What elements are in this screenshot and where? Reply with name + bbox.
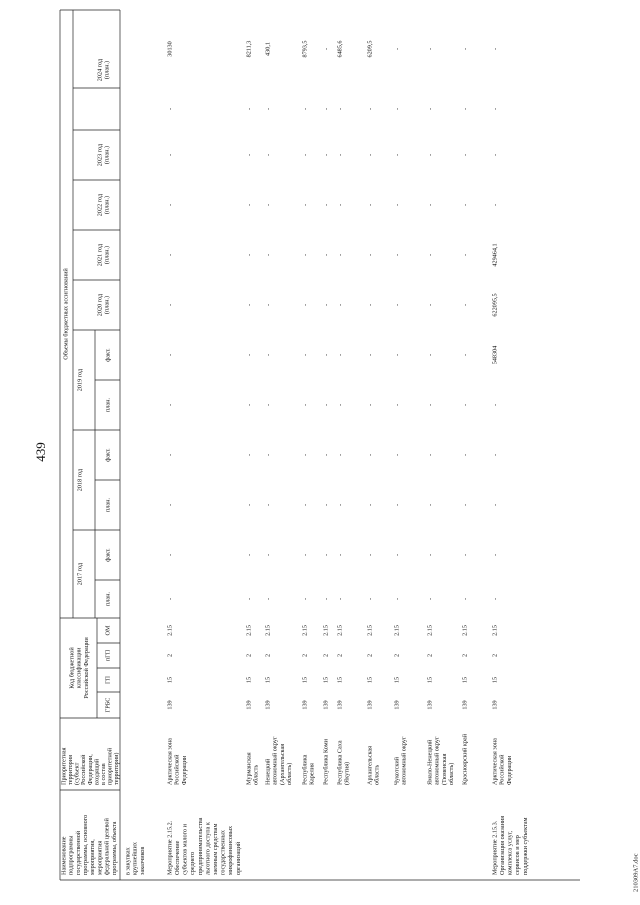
header-year-2019: 2019 год	[76, 368, 84, 392]
row-value-cell: -	[461, 597, 469, 601]
row-value-cell: -	[461, 503, 469, 507]
row-territory: область	[373, 764, 381, 785]
row-value-cell: -	[245, 453, 253, 457]
row-value-cell: -	[461, 107, 469, 111]
row-name: субъектов малого и	[181, 824, 189, 875]
row-value-cell: -	[336, 503, 344, 507]
row-value-cell: -	[245, 597, 253, 601]
row-name: Мероприятие 2.15.3.	[491, 820, 499, 875]
row-name: Мероприятие 2.15.2.	[166, 820, 174, 875]
row-value-cell: -	[245, 503, 253, 507]
header-territory-column: в состав	[100, 763, 108, 785]
row-value-cell: -	[301, 553, 309, 557]
row-value-cell: -	[491, 553, 499, 557]
header-name-column: государственной	[74, 830, 82, 875]
header-name-column: Наименование	[60, 836, 68, 875]
row-territory: Республика	[301, 754, 309, 785]
row-value-cell: -	[322, 453, 330, 457]
row-kbk-cell: 2.15	[366, 625, 374, 636]
row-value-cell: -	[393, 203, 401, 207]
row-kbk-cell: 15	[245, 676, 253, 684]
row-name: поддержки субъектам	[521, 817, 529, 875]
row-value-cell: 8793,5	[301, 40, 309, 58]
row-value-cell: -	[166, 597, 174, 601]
row-value-cell: -	[322, 253, 330, 257]
row-value-cell: -	[336, 553, 344, 557]
header-kbk-group: Код бюджетной	[68, 647, 76, 689]
row-value-cell: -	[245, 203, 253, 207]
row-territory: Российской	[498, 754, 506, 785]
row-value-cell: -	[301, 353, 309, 357]
header-territory-column: территории)	[113, 752, 121, 785]
row-value-cell: -	[264, 107, 272, 111]
continuation-text: крупнейших	[131, 842, 139, 875]
header-territory-column: входящий	[93, 758, 101, 785]
row-value-cell: 6485,6	[336, 40, 344, 58]
row-value-cell: -	[322, 353, 330, 357]
header-y2021: 2021 год	[96, 243, 104, 267]
row-kbk-cell: 2.15	[166, 625, 174, 636]
row-value-cell: -	[491, 47, 499, 51]
row-value-cell: -	[336, 253, 344, 257]
row-value-cell: -	[166, 453, 174, 457]
row-name: микрофинансовых	[227, 825, 235, 875]
row-value-cell: -	[322, 597, 330, 601]
row-value-cell: -	[264, 353, 272, 357]
row-value-cell: -	[245, 303, 253, 307]
row-value-cell: -	[245, 107, 253, 111]
row-value-cell: -	[264, 203, 272, 207]
row-kbk-cell: 2	[461, 653, 469, 658]
header-kbk-2: пГП	[104, 649, 112, 662]
row-value-cell: -	[336, 153, 344, 157]
header-kbk-3: ОМ	[104, 625, 112, 636]
header-plan: план.	[104, 591, 112, 607]
row-value-cell: -	[264, 553, 272, 557]
row-kbk-cell: 15	[426, 676, 434, 684]
header-y2022: 2022 год	[96, 193, 104, 217]
row-territory: Российской	[173, 754, 181, 785]
row-kbk-cell: 15	[336, 676, 344, 684]
row-kbk-cell: 139	[301, 700, 309, 710]
row-value-cell: -	[245, 153, 253, 157]
header-name-column: программы, основного	[82, 814, 90, 875]
header-name-column: мероприятия,	[89, 839, 97, 875]
row-name: комплекса услуг,	[506, 830, 514, 875]
row-value-cell: -	[322, 403, 330, 407]
header-y2020: (план.)	[103, 295, 111, 315]
header-territory-column: (субъект	[73, 762, 81, 785]
row-territory: Архангельская	[366, 746, 374, 785]
row-territory: область	[252, 764, 260, 785]
row-value-cell: -	[491, 107, 499, 111]
row-value-cell: -	[393, 353, 401, 357]
row-kbk-cell: 15	[166, 676, 174, 684]
row-value-cell: -	[264, 403, 272, 407]
row-value-cell: -	[301, 153, 309, 157]
row-kbk-cell: 2.15	[336, 625, 344, 636]
row-value-cell: -	[264, 503, 272, 507]
row-kbk-cell: 2.15	[393, 625, 401, 636]
row-territory: область)	[448, 762, 456, 785]
row-value-cell: -	[426, 203, 434, 207]
header-year-2018: 2018 год	[76, 468, 84, 492]
header-kbk-1: ГП	[104, 675, 112, 685]
row-value-cell: -	[166, 403, 174, 407]
row-kbk-cell: 2	[491, 653, 499, 658]
row-kbk-cell: 2.15	[461, 625, 469, 636]
continuation-text: в закупках	[124, 847, 132, 875]
row-value-cell: -	[245, 253, 253, 257]
row-value-cell: -	[461, 553, 469, 557]
row-kbk-cell: 2.15	[426, 625, 434, 636]
row-value-cell: -	[166, 203, 174, 207]
row-value-cell: -	[461, 253, 469, 257]
row-kbk-cell: 15	[491, 676, 499, 684]
row-kbk-cell: 139	[426, 700, 434, 710]
row-value-cell: -	[491, 597, 499, 601]
row-value-cell: 30130	[166, 41, 174, 57]
row-territory: автономный округ	[271, 736, 279, 785]
row-name: среднего	[189, 851, 197, 875]
row-kbk-cell: 139	[461, 700, 469, 710]
row-territory: Мурманская	[245, 752, 253, 785]
row-kbk-cell: 15	[366, 676, 374, 684]
row-kbk-cell: 15	[264, 676, 272, 684]
row-value-cell: -	[264, 453, 272, 457]
header-kbk-0: ГРБС	[104, 697, 112, 713]
page-number: 439	[32, 442, 48, 462]
row-kbk-cell: 2.15	[322, 625, 330, 636]
row-value-cell: -	[322, 47, 330, 51]
header-territory-column: Российской	[80, 754, 88, 785]
header-territory-column: приоритетной	[106, 747, 114, 785]
row-value-cell: -	[245, 553, 253, 557]
row-kbk-cell: 139	[393, 700, 401, 710]
row-value-cell: -	[301, 453, 309, 457]
header-fact: факт.	[104, 448, 112, 462]
row-value-cell: -	[366, 453, 374, 457]
row-territory: Федерации	[180, 755, 188, 785]
header-name-column: федеральной целевой	[103, 818, 111, 875]
row-value-cell: 430,1	[264, 42, 272, 56]
row-kbk-cell: 2	[245, 653, 253, 658]
row-territory: Карелия	[308, 763, 316, 785]
row-value-cell: -	[393, 403, 401, 407]
row-value-cell: -	[393, 153, 401, 157]
header-year-2017: 2017 год	[76, 562, 84, 586]
row-territory: автономный округ	[400, 736, 408, 785]
row-value-cell: -	[322, 203, 330, 207]
row-value-cell: -	[426, 453, 434, 457]
row-kbk-cell: 2	[393, 653, 401, 658]
row-kbk-cell: 2	[322, 653, 330, 658]
row-value-cell: 6209,5	[366, 40, 374, 58]
header-budget-title: Объемы бюджетных ассигнований	[62, 268, 70, 360]
row-value-cell: -	[336, 453, 344, 457]
row-value-cell: -	[301, 203, 309, 207]
row-value-cell: -	[426, 503, 434, 507]
row-value-cell: -	[366, 597, 374, 601]
row-value-cell: -	[461, 353, 469, 357]
header-y2024: (план.)	[103, 60, 111, 80]
row-value-cell: -	[491, 153, 499, 157]
row-kbk-cell: 139	[366, 700, 374, 710]
row-name: государственных	[219, 830, 227, 875]
row-territory: автономный округ	[433, 736, 441, 785]
row-value-cell: -	[393, 553, 401, 557]
row-kbk-cell: 139	[264, 700, 272, 710]
row-value-cell: -	[426, 353, 434, 357]
row-value-cell: -	[461, 453, 469, 457]
row-territory: Ненецкий	[264, 758, 272, 785]
header-territory-column: Приоритетная	[60, 747, 68, 785]
row-value-cell: -	[166, 153, 174, 157]
row-value-cell: 622095,5	[491, 293, 499, 317]
header-y2023: 2023 год	[96, 143, 104, 167]
row-value-cell: -	[393, 47, 401, 51]
header-plan: план.	[104, 397, 112, 413]
row-kbk-cell: 139	[166, 700, 174, 710]
row-value-cell: -	[166, 253, 174, 257]
header-y2022: (план.)	[103, 195, 111, 215]
row-value-cell: -	[322, 503, 330, 507]
row-name: льготного доступа к	[204, 822, 212, 875]
row-value-cell: -	[366, 107, 374, 111]
row-value-cell: 548304	[491, 345, 499, 365]
row-kbk-cell: 2.15	[491, 625, 499, 636]
row-value-cell: -	[426, 403, 434, 407]
row-territory: область)	[286, 762, 294, 785]
row-kbk-cell: 139	[491, 700, 499, 710]
row-value-cell: -	[366, 153, 374, 157]
row-value-cell: -	[301, 253, 309, 257]
row-territory: Арктическая зона	[491, 738, 499, 785]
row-name: сервисов и мер	[514, 835, 522, 875]
row-value-cell: -	[461, 47, 469, 51]
row-value-cell: -	[336, 107, 344, 111]
continuation-text: заказчиков	[138, 846, 146, 875]
row-value-cell: -	[264, 597, 272, 601]
row-value-cell: -	[166, 553, 174, 557]
row-territory: Красноярский край	[461, 733, 469, 785]
row-kbk-cell: 2	[426, 653, 434, 658]
header-kbk-group: Российской Федерации	[82, 637, 90, 699]
row-value-cell: -	[264, 303, 272, 307]
row-territory: Республика Саха	[336, 740, 344, 785]
row-kbk-cell: 2	[264, 653, 272, 658]
row-name: Обеспечение	[174, 840, 182, 875]
row-value-cell: -	[461, 153, 469, 157]
row-territory: Федерации	[505, 755, 513, 785]
row-value-cell: -	[301, 107, 309, 111]
row-value-cell: -	[366, 303, 374, 307]
row-kbk-cell: 15	[301, 676, 309, 684]
row-value-cell: -	[301, 503, 309, 507]
row-value-cell: -	[426, 303, 434, 307]
row-territory: Чукотский	[393, 757, 401, 785]
row-kbk-cell: 139	[245, 700, 253, 710]
header-y2024: 2024 год	[96, 58, 104, 82]
row-kbk-cell: 2.15	[245, 625, 253, 636]
header-fact: факт.	[104, 348, 112, 362]
row-kbk-cell: 139	[336, 700, 344, 710]
row-kbk-cell: 2.15	[301, 625, 309, 636]
row-value-cell: -	[491, 403, 499, 407]
row-value-cell: -	[393, 303, 401, 307]
header-y2020: 2020 год	[96, 293, 104, 317]
row-value-cell: -	[461, 303, 469, 307]
row-value-cell: -	[322, 107, 330, 111]
row-value-cell: 429464,1	[491, 243, 499, 267]
row-value-cell: -	[301, 403, 309, 407]
row-value-cell: -	[336, 303, 344, 307]
row-value-cell: 8211,3	[245, 40, 253, 58]
row-value-cell: -	[366, 503, 374, 507]
row-value-cell: -	[336, 403, 344, 407]
header-territory-column: территория	[67, 755, 75, 785]
row-kbk-cell: 15	[393, 676, 401, 684]
row-value-cell: -	[491, 503, 499, 507]
header-kbk-group: классификации	[75, 647, 83, 689]
header-fact: факт.	[104, 548, 112, 562]
row-value-cell: -	[366, 253, 374, 257]
row-value-cell: -	[426, 107, 434, 111]
row-value-cell: -	[366, 353, 374, 357]
row-value-cell: -	[166, 353, 174, 357]
document-code: 210309A7.doc	[632, 853, 640, 892]
row-value-cell: -	[166, 303, 174, 307]
row-territory: (Архангельская	[278, 743, 286, 785]
row-kbk-cell: 2	[366, 653, 374, 658]
row-value-cell: -	[393, 253, 401, 257]
row-value-cell: -	[426, 553, 434, 557]
row-value-cell: -	[461, 203, 469, 207]
header-name-column: мероприятия	[96, 840, 104, 875]
row-kbk-cell: 15	[322, 676, 330, 684]
row-kbk-cell: 15	[461, 676, 469, 684]
row-value-cell: -	[393, 453, 401, 457]
row-name: предпринимательства	[196, 817, 204, 875]
row-value-cell: -	[301, 303, 309, 307]
row-name: Организация оказания	[499, 815, 507, 875]
row-name: организаций	[234, 841, 242, 875]
row-value-cell: -	[336, 597, 344, 601]
row-value-cell: -	[393, 503, 401, 507]
row-value-cell: -	[264, 153, 272, 157]
row-value-cell: -	[491, 453, 499, 457]
row-value-cell: -	[245, 403, 253, 407]
row-value-cell: -	[322, 153, 330, 157]
row-value-cell: -	[366, 403, 374, 407]
row-kbk-cell: 2.15	[264, 625, 272, 636]
row-territory: Республика Коми	[322, 739, 330, 785]
row-value-cell: -	[461, 403, 469, 407]
row-value-cell: -	[393, 597, 401, 601]
row-value-cell: -	[336, 203, 344, 207]
row-value-cell: -	[426, 597, 434, 601]
row-value-cell: -	[301, 597, 309, 601]
row-value-cell: -	[491, 203, 499, 207]
header-y2021: (план.)	[103, 245, 111, 265]
row-value-cell: -	[322, 553, 330, 557]
row-kbk-cell: 2	[336, 653, 344, 658]
row-kbk-cell: 2	[166, 653, 174, 658]
row-value-cell: -	[426, 47, 434, 51]
row-territory: (Якутия)	[343, 761, 351, 785]
row-value-cell: -	[393, 107, 401, 111]
row-value-cell: -	[426, 153, 434, 157]
budget-table	[60, 10, 580, 880]
row-name: заемным средствам	[212, 823, 220, 875]
row-value-cell: -	[366, 203, 374, 207]
row-territory: Арктическая зона	[166, 738, 174, 785]
header-plan: план.	[104, 497, 112, 513]
header-name-column: программы, объекта	[110, 821, 118, 875]
row-value-cell: -	[322, 303, 330, 307]
header-territory-column: Федерации,	[86, 754, 94, 785]
row-value-cell: -	[166, 107, 174, 111]
row-value-cell: -	[336, 353, 344, 357]
header-y2023: (план.)	[103, 145, 111, 165]
row-territory: Ямало-Ненецкий	[426, 739, 434, 785]
row-value-cell: -	[426, 253, 434, 257]
row-value-cell: -	[366, 553, 374, 557]
row-value-cell: -	[166, 503, 174, 507]
row-value-cell: -	[264, 253, 272, 257]
row-value-cell: -	[245, 353, 253, 357]
row-kbk-cell: 2	[301, 653, 309, 658]
row-territory: (Тюменская	[440, 753, 448, 785]
row-kbk-cell: 139	[322, 700, 330, 710]
header-name-column: подпрограммы	[67, 835, 75, 875]
